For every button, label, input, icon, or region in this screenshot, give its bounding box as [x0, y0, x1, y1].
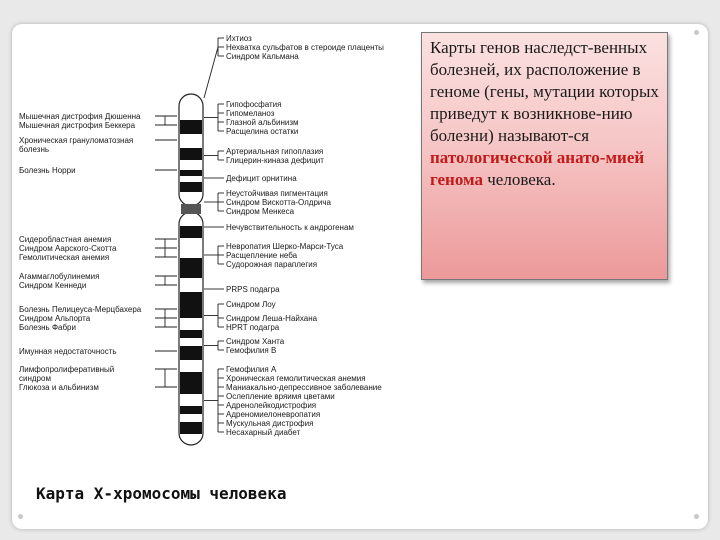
- right-disease-label: Адреномиелоневропатия: [226, 410, 321, 419]
- right-disease-label: Неустойчивая пигментация: [226, 189, 328, 198]
- left-disease-label: Мышечная дистрофия Беккера: [19, 121, 136, 130]
- right-disease-label: Адренолейкодистрофия: [226, 401, 317, 410]
- chromosome-diagram: [15, 30, 411, 462]
- x-chromosome-map: [15, 30, 411, 462]
- definition-term: патологической анато-мией генома: [430, 148, 645, 189]
- right-disease-label: Гемофилия А: [226, 365, 277, 374]
- right-disease-label: Глицерин-киназа дефицит: [226, 156, 324, 165]
- right-disease-label: Артериальная гипоплазия: [226, 147, 324, 156]
- left-disease-label: болезнь: [19, 145, 50, 154]
- left-disease-label: Гемолитическая анемия: [19, 253, 110, 262]
- right-disease-label: Судорожная параплегия: [226, 260, 318, 269]
- right-disease-label: Глазной альбинизм: [226, 118, 299, 127]
- right-disease-label: Синдром Менкеса: [226, 207, 295, 216]
- left-disease-label: Глюкоза и альбинизм: [19, 383, 99, 392]
- right-disease-label: Несахарный диабет: [226, 428, 301, 437]
- right-disease-label: Дефицит орнитина: [226, 174, 297, 183]
- chromosome: [179, 94, 203, 445]
- right-disease-label: Синдром Ханта: [226, 337, 285, 346]
- corner-dot: [694, 514, 699, 519]
- right-disease-label: Синдром Леша-Найхана: [226, 314, 318, 323]
- right-disease-label: Нечувствительность к андрогенам: [226, 223, 354, 232]
- right-disease-label: Гипомеланоз: [226, 109, 275, 118]
- right-disease-label: Невропатия Шерко-Марси-Туса: [226, 242, 344, 251]
- left-disease-label: Синдром Альпорта: [19, 314, 91, 323]
- left-disease-label: Синдром Аарского-Скотта: [19, 244, 117, 253]
- stem-line: [204, 47, 218, 98]
- right-disease-label: Ослепление вряимя цветами: [226, 392, 335, 401]
- left-disease-label: Сидеробластная анемия: [19, 235, 112, 244]
- corner-dot: [694, 30, 699, 35]
- right-disease-label: Синдром Вискотта-Олдрича: [226, 198, 331, 207]
- left-disease-label: Болезнь Пелицеуса-Мерцбахера: [19, 305, 142, 314]
- right-disease-label: Хроническая гемолитическая анемия: [226, 374, 366, 383]
- right-disease-label: Мускульная дистрофия: [226, 419, 314, 428]
- left-label-group: [19, 112, 142, 392]
- right-disease-label: Гипофосфатия: [226, 100, 282, 109]
- left-disease-label: Лимфопролиферативный: [19, 365, 115, 374]
- definition-text: Карты генов наследст-венных болезней, их расположение в геноме (гены, мутации которых приведут к возникнове-нию болезни) называют-ся: [430, 38, 659, 145]
- figure-caption: Карта X-хромосомы человека: [36, 484, 287, 503]
- left-disease-label: Болезнь Фабри: [19, 323, 76, 332]
- left-disease-label: Синдром Кеннеди: [19, 281, 87, 290]
- right-disease-label: Расщепление неба: [226, 251, 298, 260]
- left-disease-label: Болезнь Норри: [19, 166, 76, 175]
- right-disease-label: PRPS подагра: [226, 285, 280, 294]
- left-disease-label: Мышечная дистрофия Дюшенна: [19, 112, 141, 121]
- left-disease-label: синдром: [19, 374, 51, 383]
- corner-dot: [18, 514, 23, 519]
- left-disease-label: Имунная недостаточность: [19, 347, 117, 356]
- right-label-group: [226, 34, 384, 437]
- right-disease-label: Гемофилия В: [226, 346, 277, 355]
- left-disease-label: Хроническая грануломатозная: [19, 136, 134, 145]
- right-disease-label: Маниакально-депрессивное заболевание: [226, 383, 382, 392]
- right-disease-label: Ихтиоз: [226, 34, 252, 43]
- definition-text-end: человека.: [482, 170, 556, 189]
- definition-box: [421, 32, 668, 280]
- right-disease-label: Синдром Кальмана: [226, 52, 299, 61]
- right-disease-label: Нехватка сульфатов в стероиде плаценты: [226, 43, 384, 52]
- right-disease-label: Синдром Лоу: [226, 300, 276, 309]
- right-disease-label: HPRT подагра: [226, 323, 280, 332]
- right-disease-label: Расщелина остатки: [226, 127, 299, 136]
- left-disease-label: Агаммаглобулинемия: [19, 272, 100, 281]
